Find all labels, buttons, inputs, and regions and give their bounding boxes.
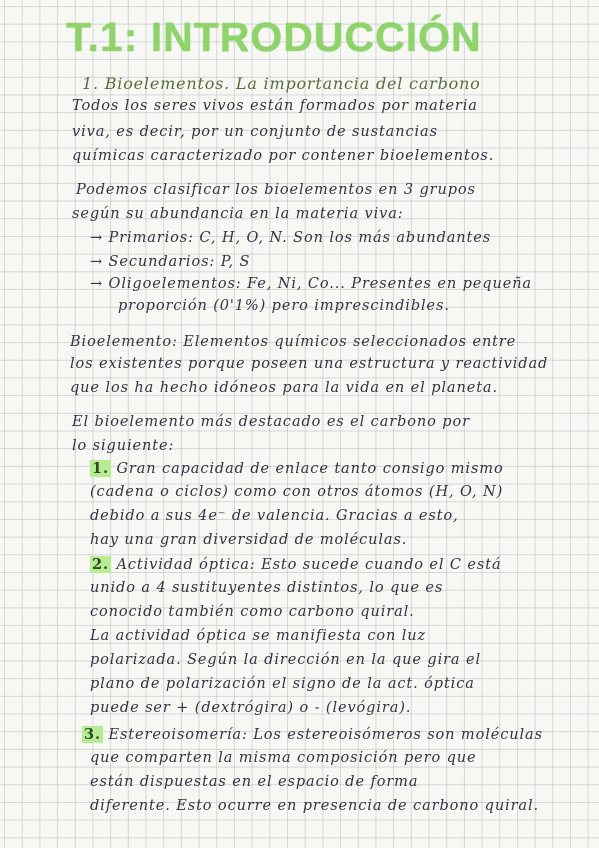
point-line: unido a 4 sustituyentes distintos, lo que es (90, 580, 444, 596)
point-text: Gran capacidad de enlace tanto consigo mismo (116, 461, 504, 477)
point-line: (cadena o ciclos) como con otros átomos (H, O, N) (90, 484, 504, 500)
list-item-continuation: proporción (0'1%) pero imprescindibles. (118, 298, 450, 314)
point-line: puede ser + (dextrógira) o - (levógira). (90, 700, 412, 716)
definition-line: Bioelemento: Elementos químicos seleccionados entre (70, 334, 517, 350)
point-line: conocido también como carbono quiral. (90, 604, 415, 620)
point-text: Actividad óptica: Esto sucede cuando el C está (116, 557, 502, 573)
point-line: polarizada. Según la dirección en la que gira el (90, 652, 482, 668)
paragraph-line: El bioelemento más destacado es el carbono por (72, 414, 470, 430)
point-line: La actividad óptica se manifiesta con luz (90, 628, 427, 644)
point-number-badge: 2. (92, 556, 109, 573)
paragraph-line: según su abundancia en la materia viva: (72, 206, 404, 222)
list-item: → Oligoelementos: Fe, Ni, Co... Presentes en pequeña (90, 276, 532, 292)
point-3-heading (82, 726, 543, 743)
point-line: hay una gran diversidad de moléculas. (90, 532, 408, 548)
paragraph-line: químicas caracterizado por contener bioelementos. (72, 148, 495, 164)
list-item: → Primarios: C, H, O, N. Son los más abundantes (90, 230, 492, 246)
point-line: están dispuestas en el espacio de forma (90, 774, 419, 790)
definition-line: que los ha hecho idóneos para la vida en el planeta. (70, 380, 498, 396)
point-number-badge: 1. (92, 460, 109, 477)
list-item: → Secundarios: P, S (90, 254, 251, 270)
point-line: debido a sus 4e⁻ de valencia. Gracias a esto, (90, 508, 459, 524)
point-1-heading (90, 460, 504, 477)
paragraph-line: lo siguiente: (72, 438, 175, 454)
point-line: que comparten la misma composición pero que (90, 750, 477, 766)
paragraph-line: Todos los seres vivos están formados por materia (72, 98, 478, 114)
definition-line: los existentes porque poseen una estructura y reactividad (70, 356, 549, 372)
point-2-heading (90, 556, 502, 573)
section-heading: 1. Bioelementos. La importancia del carbono (82, 74, 481, 93)
paragraph-line: viva, es decir, por un conjunto de sustancias (72, 124, 438, 140)
paragraph-line: Podemos clasificar los bioelementos en 3 grupos (76, 182, 476, 198)
point-number-badge: 3. (84, 726, 101, 743)
point-line: diferente. Esto ocurre en presencia de carbono quiral. (90, 798, 540, 814)
point-text: Estereoisomería: Los estereoisómeros son moléculas (108, 727, 543, 743)
page-title: T.1: INTRODUCCIÓN (66, 14, 482, 60)
point-line: plano de polarización el signo de la act. óptica (90, 676, 475, 692)
